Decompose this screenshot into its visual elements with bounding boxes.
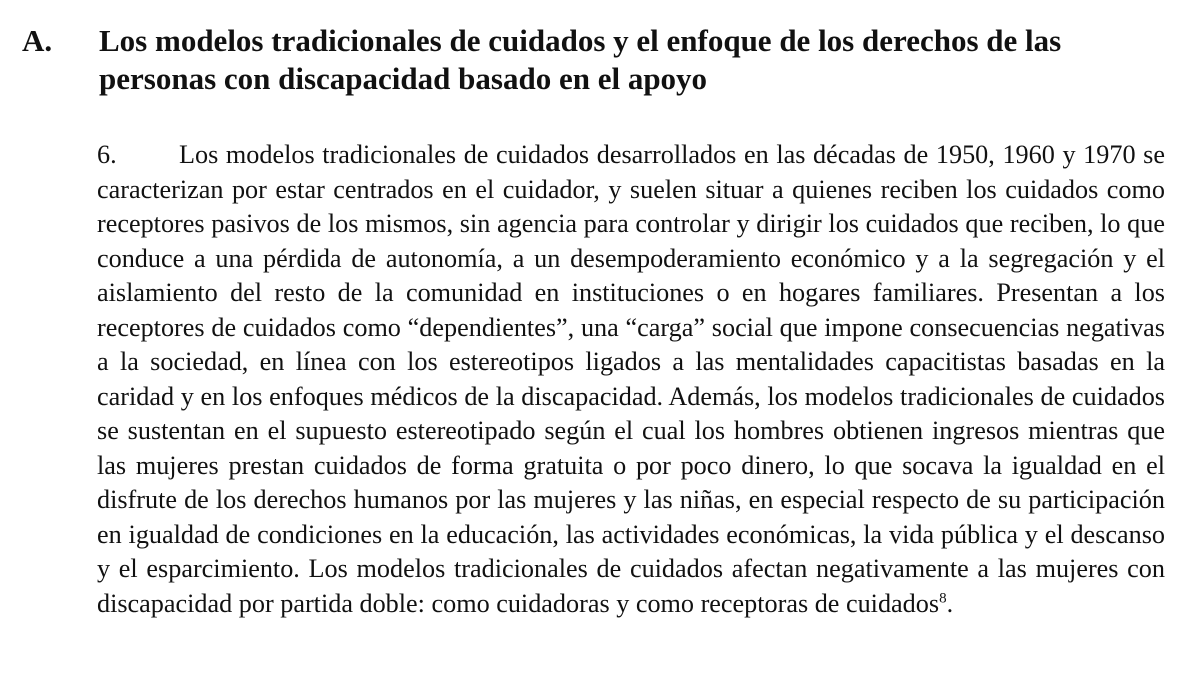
paragraph-text: Los modelos tradicionales de cuidados desarrollados en las décadas de 1950, 1960 y 1970 se caracterizan por estar centrados en el cuidador, y suelen situar a quienes reciben los cuidados como receptores pasivos de los mismos, sin agencia para controlar y dirigir los cuidados que reciben, lo que conduce a una pérdida de autonomía, a un desempoderamiento económico y a la segregación y el aislamiento del resto de la comunidad en instituciones o en hogares familiares. Presentan a los receptores de cuidados como “dependientes”, una “carga” social que impone consecuencias negativas a la sociedad, en línea con los estereotipos ligados a las mentalidades capacitistas basadas en la caridad y en los enfoques médicos de la discapacidad. Además, los modelos tradicionales de cuidados se sustentan en el supuesto estereotipado según el cual los hombres obtienen ingresos mientras que las mujeres prestan cuidados de forma gratuita o por poco dinero, lo que socava la igualdad en el disfrute de los derechos humanos por las mujeres y las niñas, en especial respecto de su participación en igualdad de condiciones en la educación, las actividades económicas, la vida pública y el descanso y el esparcimiento. Los modelos tradicionales de cuidados afectan negativamente a las mujeres con discapacidad por partida doble: como cuidadoras y como receptoras de cuidados	[97, 140, 1165, 618]
section-title: Los modelos tradicionales de cuidados y el enfoque de los derechos de las personas con discapacidad basado en el apoyo	[99, 23, 1062, 96]
paragraph-end-punctuation: .	[946, 588, 954, 618]
paragraph-number: 6.	[97, 140, 117, 169]
section-letter: A.	[22, 23, 53, 58]
footnote-reference[interactable]: 8	[939, 589, 947, 606]
paragraph-6	[97, 138, 1165, 621]
